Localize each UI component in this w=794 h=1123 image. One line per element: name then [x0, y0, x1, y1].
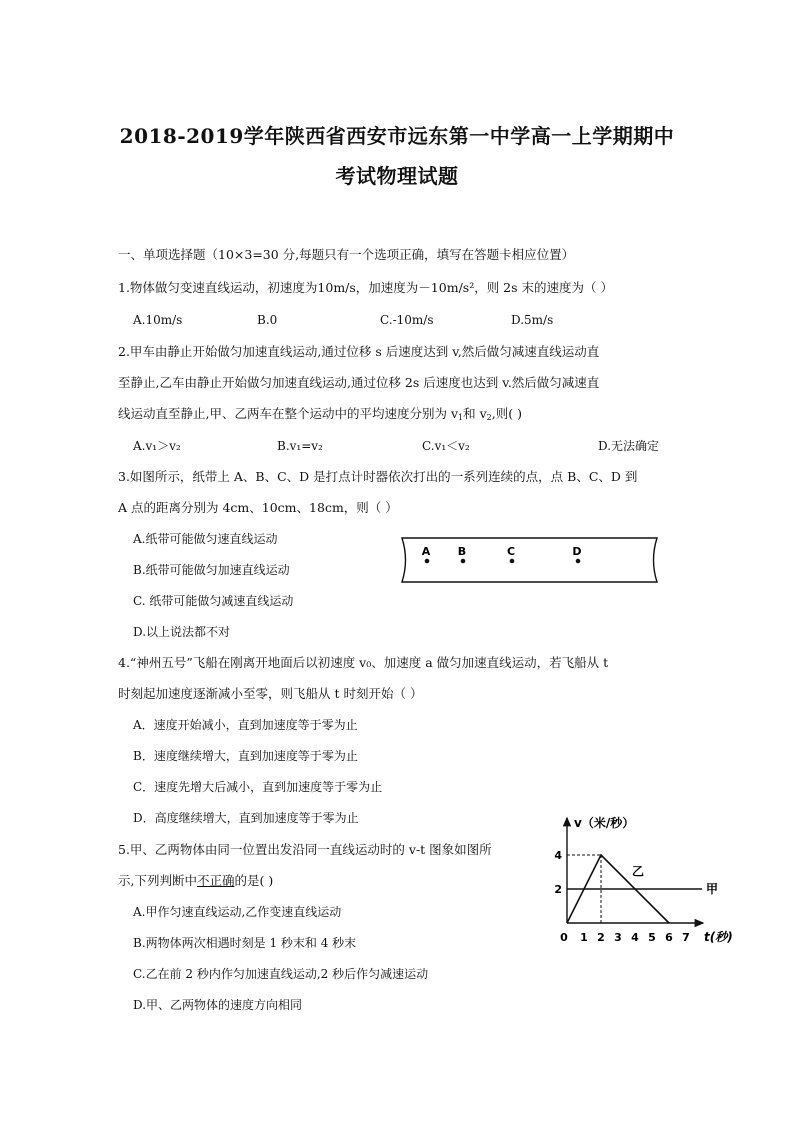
q3-option-b: B.纸带可能做匀加速直线运动 [133, 563, 290, 577]
question-3-line1: 3.如图所示，纸带上 A、B、C、D 是打点计时器依次打出的一系列连续的点，点 B、C、D 到 [118, 469, 638, 484]
vt-graph [550, 808, 750, 948]
series-label-jia: 甲 [706, 882, 719, 896]
q3-option-c: C. 纸带可能做匀减速直线运动 [133, 594, 294, 608]
q5-option-b: B.两物体两次相遇时刻是 1 秒末和 4 秒末 [133, 936, 357, 950]
x-axis-label: t(秒) [704, 930, 733, 944]
svg-text:B: B [457, 545, 467, 558]
not-correct-emphasis: 不正确 [196, 873, 235, 888]
q4-option-d: D．高度继续增大，直到加速度等于零为止 [133, 811, 359, 825]
q4-option-c: C．速度先增大后减小，直到加速度等于零为止 [133, 780, 383, 794]
q2-option-c: C.v₁＜v₂ [422, 439, 470, 453]
q2-option-b: B.v₁=v₂ [277, 439, 323, 453]
svg-text:C: C [506, 545, 516, 558]
q1-option-d: D.5m/s [511, 313, 554, 327]
x-tick-label: 4 [631, 931, 639, 944]
paper-title-line2: 考试物理试题 [335, 164, 459, 188]
question-1: 1.物体做匀变速直线运动，初速度为10m/s，加速度为－10m/s²，则 2s 末的速度为（ ） [118, 280, 613, 295]
x-tick-label: 2 [597, 931, 605, 944]
section-heading: 一、单项选择题（10×3=30 分,每题只有一个选项正确，填写在答题卡相应位置） [118, 247, 575, 262]
q2-option-a: A.v₁＞v₂ [133, 439, 181, 453]
y-axis-label: v（米/秒） [574, 816, 635, 830]
svg-text:D: D [572, 545, 582, 558]
q4-option-b: B．速度继续增大，直到加速度等于零为止 [133, 749, 358, 763]
x-tick-label: 5 [648, 931, 656, 944]
question-5-line2: 示,下列判断中不正确的是( ) [118, 873, 274, 888]
question-2-line2: 至静止,乙车由静止开始做匀加速直线运动,通过位移 2s 后速度也达到 v.然后做匀减速直 [118, 375, 600, 390]
x-tick-label: 1 [580, 931, 588, 944]
q2-option-d: D.无法确定 [598, 439, 660, 453]
paper-title-line1: 2018-2019学年陕西省西安市远东第一中学高一上学期期中 [119, 124, 675, 148]
q1-option-c: C.-10m/s [380, 313, 434, 327]
y-tick-label: 4 [554, 849, 562, 862]
question-4-line1: 4.“神州五号”飞船在刚离开地面后以初速度 v₀、加速度 a 做匀加速直线运动，若飞船从 t [118, 655, 609, 670]
question-2-line3: 线运动直至静止,甲、乙两车在整个运动中的平均速度分别为 $v_1$和 $v_2$,则( ) [118, 406, 522, 422]
q1-option-b: B.0 [257, 313, 278, 327]
question-5-line1: 5.甲、乙两物体由同一位置出发沿同一直线运动时的 v-t 图象如图所 [118, 842, 492, 857]
series-label-yi: 乙 [632, 864, 645, 879]
svg-text:A: A [421, 545, 431, 558]
question-4-line2: 时刻起加速度逐渐减小至零，则飞船从 t 时刻开始（ ） [118, 686, 423, 701]
q5-option-c: C.乙在前 2 秒内作匀加速直线运动,2 秒后作匀减速运动 [133, 967, 429, 981]
x-tick-label: 6 [665, 931, 673, 944]
question-3-line2: A 点的距离分别为 4cm、10cm、18cm，则（ ） [118, 500, 398, 515]
q3-option-a: A.纸带可能做匀速直线运动 [133, 532, 278, 546]
x-tick-label: 7 [682, 931, 690, 944]
q4-option-a: A．速度开始减小，直到加速度等于零为止 [133, 718, 358, 732]
q5-option-d: D.甲、乙两物体的速度方向相同 [133, 998, 303, 1012]
q1-option-a: A.10m/s [133, 313, 183, 327]
q3-option-d: D.以上说法都不对 [133, 625, 231, 639]
x-tick-label: 0 [560, 931, 568, 944]
y-tick-label: 2 [554, 883, 562, 896]
question-2-line1: 2.甲车由静止开始做匀加速直线运动,通过位移 s 后速度达到 v,然后做匀减速直线运动直 [118, 344, 600, 359]
q5-option-a: A.甲作匀速直线运动,乙作变速直线运动 [133, 905, 342, 919]
paper-tape-figure [398, 534, 663, 586]
x-tick-label: 3 [614, 931, 622, 944]
